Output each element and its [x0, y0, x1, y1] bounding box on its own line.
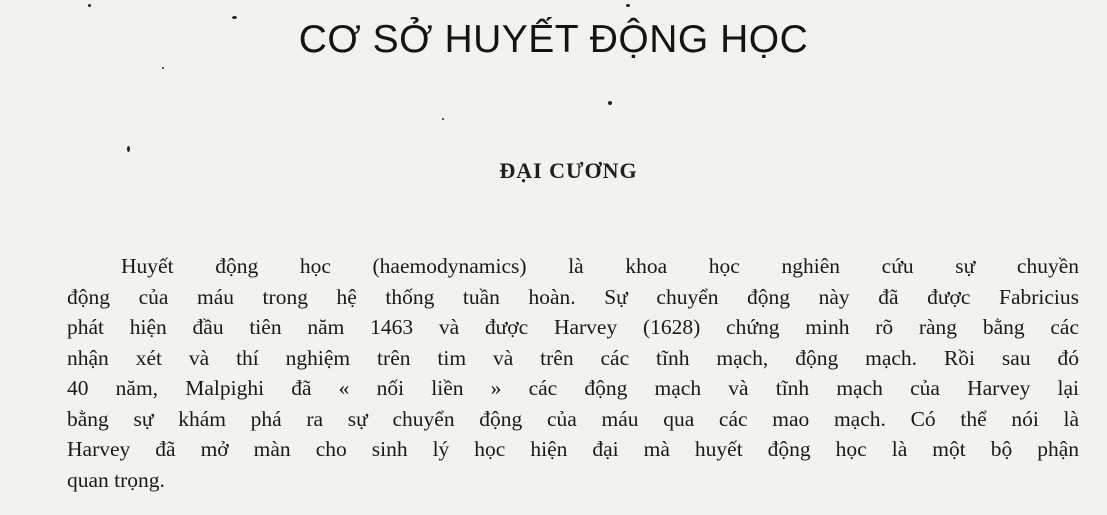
print-speck — [442, 118, 444, 120]
print-speck — [232, 16, 237, 19]
paragraph-line: nhận xét và thí nghiệm trên tim và trên các tĩnh mạch, động mạch. Rồi sau đó — [67, 345, 1079, 370]
paragraph-line: 40 năm, Malpighi đã « nối liền » các động mạch và tĩnh mạch của Harvey lại — [67, 376, 1079, 400]
print-speck — [162, 67, 164, 69]
page-title: CƠ SỞ HUYẾT ĐỘNG HỌC — [298, 18, 809, 61]
body-paragraph — [67, 251, 1079, 495]
print-speck — [88, 4, 91, 7]
paragraph-line: bằng sự khám phá ra sự chuyển động của máu qua các mao mạch. Có thể nói là — [67, 406, 1079, 431]
paragraph-line: Huyết động học (haemodynamics) là khoa học nghiên cứu sự chuyền — [121, 254, 1079, 278]
section-heading: ĐẠI CƯƠNG — [499, 158, 638, 183]
paragraph-line: động của máu trong hệ thống tuần hoàn. Sự chuyển động này đã được Fabricius — [67, 284, 1079, 309]
print-speck — [626, 4, 630, 7]
print-speck — [127, 146, 130, 152]
paragraph-line: Harvey đã mở màn cho sinh lý học hiện đại mà huyết động học là một bộ phận — [67, 437, 1079, 461]
print-speck — [608, 101, 612, 105]
paragraph-line: quan trọng. — [67, 467, 165, 492]
paragraph-line: phát hiện đầu tiên năm 1463 và được Harvey (1628) chứng minh rõ ràng bằng các — [67, 315, 1079, 339]
